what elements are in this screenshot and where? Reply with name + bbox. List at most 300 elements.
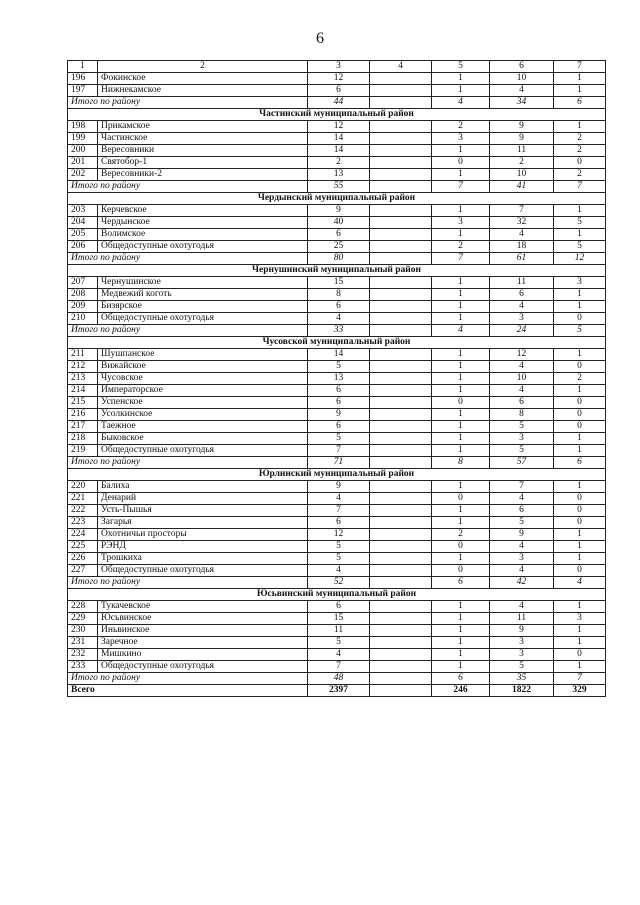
row-number: 225: [68, 541, 98, 553]
cell-col4: [370, 421, 432, 433]
cell-col6: 2: [490, 157, 554, 169]
cell-col3: 14: [308, 349, 370, 361]
cell-col4: [370, 349, 432, 361]
row-number: 214: [68, 385, 98, 397]
cell-col5: 1: [432, 385, 490, 397]
cell-col4: [370, 373, 432, 385]
cell-col6: 4: [490, 85, 554, 97]
cell-col3: 7: [308, 661, 370, 673]
cell-col4: [370, 205, 432, 217]
cell-col6: 3: [490, 649, 554, 661]
cell-col3: 14: [308, 145, 370, 157]
cell-col5: 3: [432, 217, 490, 229]
cell-col5: 4: [432, 325, 490, 337]
cell-col7: 6: [554, 457, 606, 469]
cell-col4: [370, 529, 432, 541]
subtotal-label: Итого по району: [68, 577, 308, 589]
cell-col3: 13: [308, 169, 370, 181]
district-title: Юсьвинский муниципальный район: [68, 589, 606, 601]
cell-col6: 8: [490, 409, 554, 421]
cell-col3: 80: [308, 253, 370, 265]
district-title: Юрлинский муниципальный район: [68, 469, 606, 481]
table-row: [68, 649, 606, 661]
cell-col6: 11: [490, 277, 554, 289]
cell-col6: 3: [490, 433, 554, 445]
cell-col4: [370, 157, 432, 169]
cell-col5: 246: [432, 685, 490, 697]
cell-col4: [370, 97, 432, 109]
table-row: [68, 613, 606, 625]
cell-col3: 2397: [308, 685, 370, 697]
hunting-ground-name: Общедоступные охотугодья: [98, 661, 308, 673]
cell-col3: 5: [308, 541, 370, 553]
cell-col7: 4: [554, 577, 606, 589]
cell-col4: [370, 673, 432, 685]
row-number: 221: [68, 493, 98, 505]
table-row: [68, 241, 606, 253]
cell-col6: 32: [490, 217, 554, 229]
cell-col4: [370, 577, 432, 589]
district-subtotal-row: [68, 325, 606, 337]
cell-col5: 1: [432, 277, 490, 289]
cell-col7: 1: [554, 445, 606, 457]
subtotal-label: Итого по району: [68, 457, 308, 469]
hunting-ground-name: Тукачевское: [98, 601, 308, 613]
cell-col3: 6: [308, 397, 370, 409]
table-row: [68, 229, 606, 241]
cell-col3: 15: [308, 613, 370, 625]
cell-col6: 10: [490, 169, 554, 181]
cell-col7: 1: [554, 433, 606, 445]
cell-col3: 6: [308, 601, 370, 613]
cell-col6: 41: [490, 181, 554, 193]
table-row: [68, 277, 606, 289]
cell-col7: 12: [554, 253, 606, 265]
cell-col7: 0: [554, 409, 606, 421]
cell-col3: 5: [308, 361, 370, 373]
hunting-ground-name: Загарья: [98, 517, 308, 529]
cell-col4: [370, 121, 432, 133]
cell-col4: [370, 229, 432, 241]
table-row: [68, 301, 606, 313]
cell-col7: 1: [554, 301, 606, 313]
cell-col5: 2: [432, 529, 490, 541]
column-header: 4: [370, 61, 432, 73]
cell-col5: 1: [432, 613, 490, 625]
cell-col3: 11: [308, 625, 370, 637]
row-number: 217: [68, 421, 98, 433]
cell-col6: 57: [490, 457, 554, 469]
district-title: Чердынский муниципальный район: [68, 193, 606, 205]
table-row: [68, 481, 606, 493]
cell-col3: 12: [308, 121, 370, 133]
cell-col3: 12: [308, 529, 370, 541]
hunting-ground-name: Волимское: [98, 229, 308, 241]
row-number: 201: [68, 157, 98, 169]
cell-col7: 5: [554, 325, 606, 337]
cell-col5: 1: [432, 601, 490, 613]
row-number: 226: [68, 553, 98, 565]
cell-col7: 0: [554, 361, 606, 373]
cell-col3: 4: [308, 313, 370, 325]
cell-col7: 0: [554, 157, 606, 169]
cell-col3: 48: [308, 673, 370, 685]
table-row: [68, 505, 606, 517]
cell-col5: 0: [432, 493, 490, 505]
hunting-ground-name: Заречное: [98, 637, 308, 649]
row-number: 223: [68, 517, 98, 529]
cell-col5: 1: [432, 481, 490, 493]
row-number: 204: [68, 217, 98, 229]
hunting-ground-name: Мишкино: [98, 649, 308, 661]
cell-col3: 13: [308, 373, 370, 385]
cell-col3: 6: [308, 85, 370, 97]
cell-col5: 1: [432, 517, 490, 529]
cell-col6: 4: [490, 565, 554, 577]
cell-col3: 4: [308, 565, 370, 577]
district-subtotal-row: [68, 457, 606, 469]
cell-col7: 2: [554, 169, 606, 181]
hunting-ground-name: Святобор-1: [98, 157, 308, 169]
hunting-ground-name: Общедоступные охотугодья: [98, 313, 308, 325]
cell-col7: 1: [554, 541, 606, 553]
row-number: 211: [68, 349, 98, 361]
cell-col3: 4: [308, 493, 370, 505]
hunting-ground-name: Прикамское: [98, 121, 308, 133]
cell-col5: 1: [432, 145, 490, 157]
hunting-ground-name: Балиха: [98, 481, 308, 493]
cell-col7: 0: [554, 505, 606, 517]
cell-col6: 10: [490, 73, 554, 85]
cell-col3: 9: [308, 481, 370, 493]
cell-col6: 3: [490, 313, 554, 325]
cell-col4: [370, 277, 432, 289]
cell-col6: 61: [490, 253, 554, 265]
subtotal-label: Итого по району: [68, 325, 308, 337]
table-row: [68, 73, 606, 85]
cell-col6: 5: [490, 445, 554, 457]
hunting-ground-name: Усть-Пышья: [98, 505, 308, 517]
district-section-row: [68, 469, 606, 481]
cell-col5: 6: [432, 577, 490, 589]
column-header: 7: [554, 61, 606, 73]
hunting-ground-name: Медвежий коготь: [98, 289, 308, 301]
cell-col7: 1: [554, 385, 606, 397]
cell-col4: [370, 649, 432, 661]
cell-col3: 55: [308, 181, 370, 193]
row-number: 199: [68, 133, 98, 145]
cell-col4: [370, 433, 432, 445]
cell-col7: 1: [554, 229, 606, 241]
cell-col4: [370, 685, 432, 697]
hunting-ground-name: Успенское: [98, 397, 308, 409]
cell-col5: 1: [432, 625, 490, 637]
cell-col6: 3: [490, 553, 554, 565]
district-section-row: [68, 589, 606, 601]
cell-col3: 6: [308, 517, 370, 529]
row-number: 212: [68, 361, 98, 373]
cell-col3: 6: [308, 421, 370, 433]
cell-col4: [370, 481, 432, 493]
district-title: Чусовской муниципальный район: [68, 337, 606, 349]
cell-col4: [370, 73, 432, 85]
table-row: [68, 121, 606, 133]
cell-col3: 33: [308, 325, 370, 337]
hunting-ground-name: РЭНД: [98, 541, 308, 553]
row-number: 220: [68, 481, 98, 493]
cell-col7: 1: [554, 601, 606, 613]
subtotal-label: Итого по району: [68, 181, 308, 193]
cell-col7: 0: [554, 493, 606, 505]
row-number: 219: [68, 445, 98, 457]
cell-col3: 71: [308, 457, 370, 469]
cell-col7: 5: [554, 241, 606, 253]
cell-col6: 4: [490, 493, 554, 505]
cell-col7: 1: [554, 481, 606, 493]
cell-col6: 10: [490, 373, 554, 385]
cell-col7: 2: [554, 133, 606, 145]
table-row: [68, 169, 606, 181]
cell-col4: [370, 553, 432, 565]
cell-col3: 9: [308, 205, 370, 217]
subtotal-label: Итого по району: [68, 97, 308, 109]
cell-col5: 0: [432, 397, 490, 409]
cell-col4: [370, 301, 432, 313]
row-number: 215: [68, 397, 98, 409]
hunting-ground-name: Трошкиха: [98, 553, 308, 565]
cell-col4: [370, 385, 432, 397]
table-row: [68, 85, 606, 97]
cell-col6: 9: [490, 625, 554, 637]
cell-col7: 1: [554, 625, 606, 637]
table-row: [68, 373, 606, 385]
table-row: [68, 601, 606, 613]
cell-col4: [370, 613, 432, 625]
table-row: [68, 421, 606, 433]
cell-col3: 7: [308, 505, 370, 517]
cell-col7: 1: [554, 85, 606, 97]
cell-col7: 1: [554, 529, 606, 541]
column-header: 3: [308, 61, 370, 73]
column-header: 1: [68, 61, 98, 73]
cell-col5: 1: [432, 301, 490, 313]
cell-col7: 1: [554, 349, 606, 361]
table-row: [68, 565, 606, 577]
cell-col6: 3: [490, 637, 554, 649]
cell-col4: [370, 409, 432, 421]
cell-col6: 35: [490, 673, 554, 685]
cell-col5: 1: [432, 205, 490, 217]
cell-col5: 0: [432, 157, 490, 169]
cell-col7: 2: [554, 373, 606, 385]
table-row: [68, 157, 606, 169]
cell-col3: 52: [308, 577, 370, 589]
cell-col5: 1: [432, 229, 490, 241]
cell-col4: [370, 241, 432, 253]
cell-col4: [370, 493, 432, 505]
hunting-ground-name: Шушпанское: [98, 349, 308, 361]
cell-col5: 7: [432, 181, 490, 193]
cell-col7: 7: [554, 181, 606, 193]
hunting-ground-name: Нижнекамское: [98, 85, 308, 97]
row-number: 230: [68, 625, 98, 637]
row-number: 222: [68, 505, 98, 517]
cell-col4: [370, 181, 432, 193]
cell-col5: 1: [432, 433, 490, 445]
cell-col4: [370, 313, 432, 325]
cell-col5: 2: [432, 121, 490, 133]
cell-col7: 1: [554, 205, 606, 217]
cell-col3: 9: [308, 409, 370, 421]
cell-col4: [370, 457, 432, 469]
cell-col5: 0: [432, 541, 490, 553]
cell-col3: 14: [308, 133, 370, 145]
cell-col6: 9: [490, 529, 554, 541]
column-header: 6: [490, 61, 554, 73]
cell-col4: [370, 217, 432, 229]
cell-col3: 4: [308, 649, 370, 661]
cell-col5: 1: [432, 73, 490, 85]
district-section-row: [68, 337, 606, 349]
table-row: [68, 517, 606, 529]
hunting-ground-name: Вижайское: [98, 361, 308, 373]
cell-col3: 6: [308, 301, 370, 313]
hunting-ground-name: Охотничьи просторы: [98, 529, 308, 541]
cell-col5: 0: [432, 565, 490, 577]
table-row: [68, 349, 606, 361]
cell-col7: 1: [554, 121, 606, 133]
cell-col3: 7: [308, 445, 370, 457]
cell-col3: 44: [308, 97, 370, 109]
row-number: 208: [68, 289, 98, 301]
cell-col5: 1: [432, 421, 490, 433]
cell-col4: [370, 397, 432, 409]
hunting-ground-name: Общедоступные охотугодья: [98, 445, 308, 457]
table-row: [68, 493, 606, 505]
cell-col6: 4: [490, 385, 554, 397]
cell-col7: 0: [554, 421, 606, 433]
cell-col7: 1: [554, 73, 606, 85]
row-number: 198: [68, 121, 98, 133]
table-row: [68, 637, 606, 649]
cell-col7: 0: [554, 313, 606, 325]
cell-col6: 4: [490, 541, 554, 553]
cell-col5: 1: [432, 661, 490, 673]
cell-col6: 5: [490, 517, 554, 529]
cell-col5: 1: [432, 289, 490, 301]
table-row: [68, 145, 606, 157]
district-section-row: [68, 265, 606, 277]
cell-col5: 1: [432, 445, 490, 457]
grand-total-label: Всего: [68, 685, 308, 697]
district-section-row: [68, 109, 606, 121]
hunting-ground-name: Императорское: [98, 385, 308, 397]
cell-col7: 1: [554, 289, 606, 301]
cell-col6: 7: [490, 481, 554, 493]
table-row: [68, 205, 606, 217]
hunting-ground-name: Таежное: [98, 421, 308, 433]
cell-col4: [370, 625, 432, 637]
hunting-ground-name: Вересовники-2: [98, 169, 308, 181]
cell-col3: 40: [308, 217, 370, 229]
cell-col6: 4: [490, 301, 554, 313]
cell-col4: [370, 541, 432, 553]
cell-col5: 1: [432, 169, 490, 181]
cell-col4: [370, 637, 432, 649]
cell-col4: [370, 565, 432, 577]
row-number: 207: [68, 277, 98, 289]
cell-col7: 5: [554, 217, 606, 229]
subtotal-label: Итого по району: [68, 673, 308, 685]
cell-col5: 1: [432, 505, 490, 517]
cell-col6: 1822: [490, 685, 554, 697]
table-row: [68, 313, 606, 325]
cell-col5: 1: [432, 85, 490, 97]
cell-col7: 0: [554, 565, 606, 577]
cell-col6: 9: [490, 133, 554, 145]
row-number: 196: [68, 73, 98, 85]
table-row: [68, 385, 606, 397]
district-subtotal-row: [68, 673, 606, 685]
hunting-ground-name: Чусовское: [98, 373, 308, 385]
cell-col6: 6: [490, 289, 554, 301]
district-subtotal-row: [68, 97, 606, 109]
row-number: 227: [68, 565, 98, 577]
row-number: 231: [68, 637, 98, 649]
hunting-ground-name: Быковское: [98, 433, 308, 445]
cell-col4: [370, 169, 432, 181]
cell-col6: 5: [490, 661, 554, 673]
cell-col6: 6: [490, 505, 554, 517]
district-title: Частинский муниципальный район: [68, 109, 606, 121]
cell-col5: 2: [432, 241, 490, 253]
cell-col5: 1: [432, 637, 490, 649]
hunting-ground-name: Общедоступные охотугодья: [98, 565, 308, 577]
cell-col7: 7: [554, 673, 606, 685]
cell-col5: 1: [432, 409, 490, 421]
subtotal-label: Итого по району: [68, 253, 308, 265]
cell-col5: 8: [432, 457, 490, 469]
cell-col6: 9: [490, 121, 554, 133]
cell-col3: 2: [308, 157, 370, 169]
district-subtotal-row: [68, 181, 606, 193]
cell-col6: 7: [490, 205, 554, 217]
cell-col3: 5: [308, 637, 370, 649]
cell-col4: [370, 85, 432, 97]
cell-col7: 2: [554, 145, 606, 157]
hunting-ground-name: Бизярское: [98, 301, 308, 313]
table-row: [68, 289, 606, 301]
cell-col6: 4: [490, 361, 554, 373]
cell-col5: 1: [432, 649, 490, 661]
row-number: 205: [68, 229, 98, 241]
row-number: 200: [68, 145, 98, 157]
hunting-ground-name: Чернушинское: [98, 277, 308, 289]
cell-col4: [370, 289, 432, 301]
table-row: [68, 625, 606, 637]
cell-col4: [370, 253, 432, 265]
table-row: [68, 217, 606, 229]
row-number: 232: [68, 649, 98, 661]
row-number: 228: [68, 601, 98, 613]
table-row: [68, 445, 606, 457]
cell-col3: 12: [308, 73, 370, 85]
cell-col7: 3: [554, 277, 606, 289]
cell-col7: 0: [554, 649, 606, 661]
row-number: 197: [68, 85, 98, 97]
cell-col6: 24: [490, 325, 554, 337]
cell-col6: 34: [490, 97, 554, 109]
